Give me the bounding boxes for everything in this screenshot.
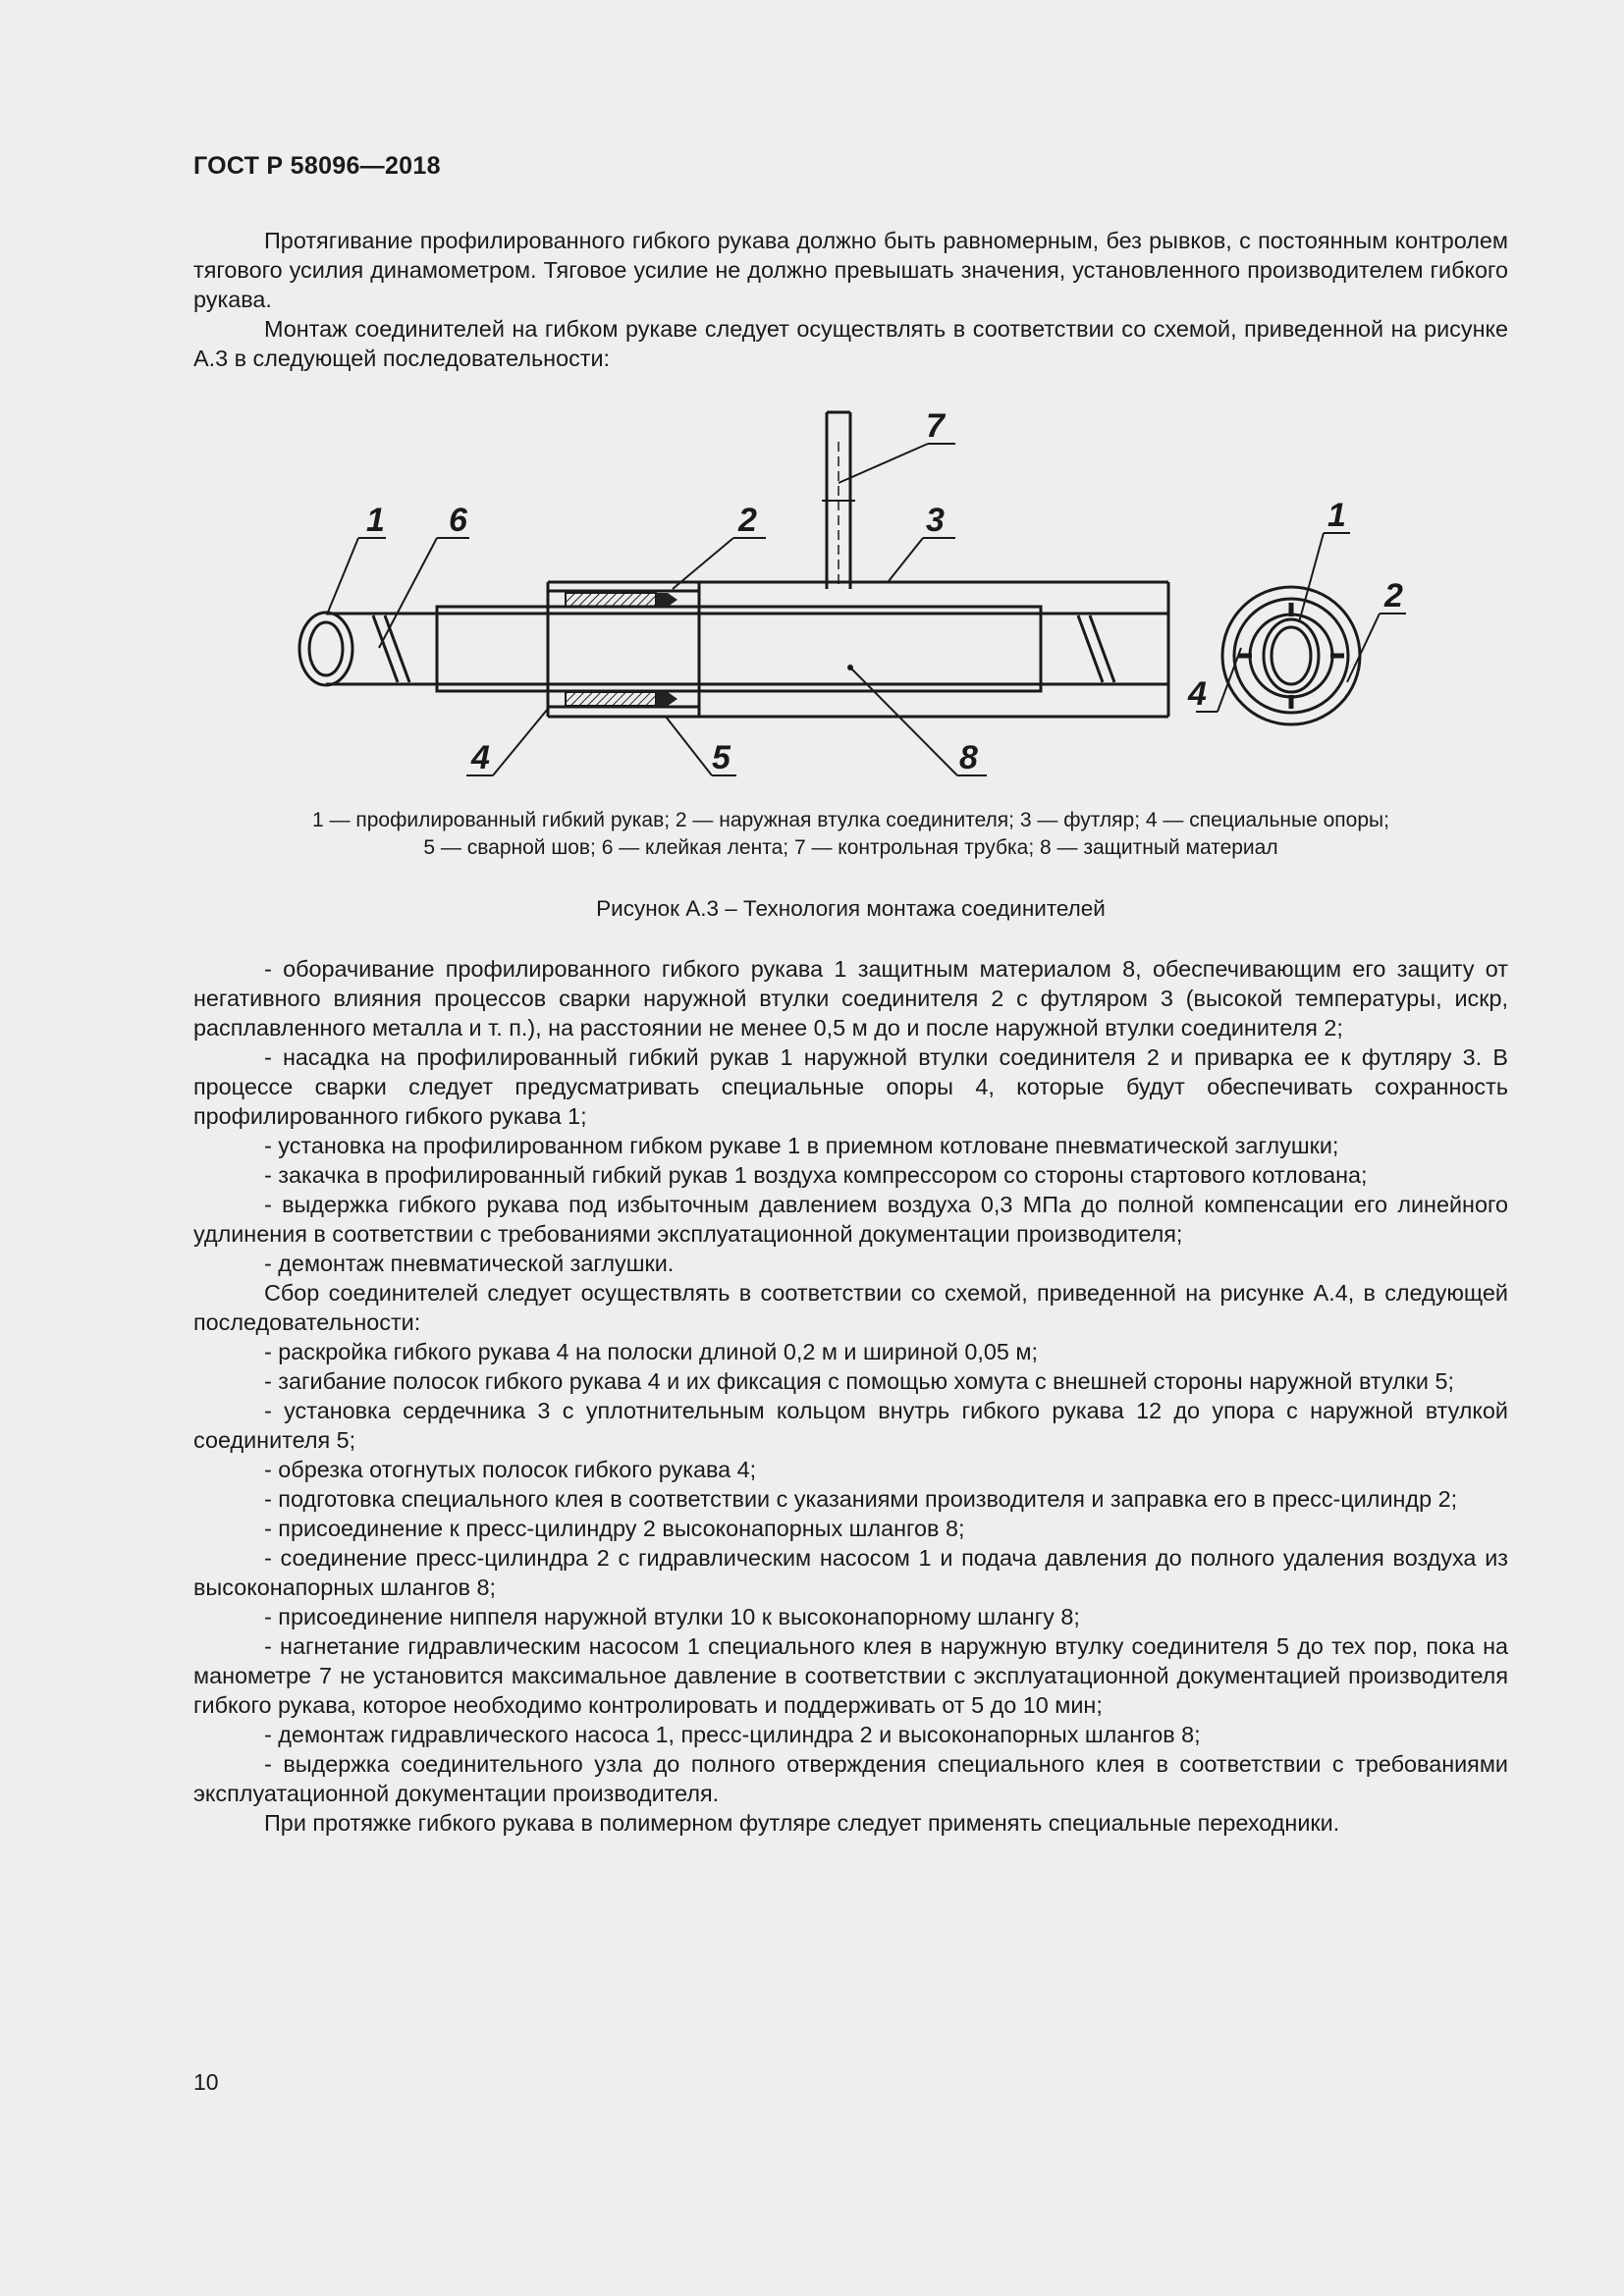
figure-label: 2 [1384,577,1403,614]
body-paragraph: - демонтаж пневматической заглушки. [264,1251,675,1276]
body-paragraph: - раскройка гибкого рукава 4 на полоски длиной 0,2 м и шириной 0,05 м; [264,1339,1038,1364]
body-paragraph: - нагнетание гидравлическим насосом 1 специального клея в наружную втулку соединителя 5 до тех пор, пока на манометре 7 не установится максимальное давление в соответствии с эксплуатационной документацией производителя гибкого рукава, которое необходимо контролировать и поддерживать от 5 до 10 мин; [193,1633,1508,1718]
intro-paragraph: Монтаж соединителей на гибком рукаве следует осуществлять в соответствии со схемой, приведенной на рисунке А.3 в следующей последовательности: [193,316,1508,371]
figure-label: 8 [959,739,978,776]
body-paragraph: - насадка на профилированный гибкий рукав 1 наружной втулки соединителя 2 и приварка ее к футляру 3. В процессе сварки следует предусматривать специальные опоры 4, которые будут обеспечивать сохранность профилированного гибкого рукава 1; [193,1044,1508,1129]
body-paragraph: - присоединение к пресс-цилиндру 2 высоконапорных шлангов 8; [264,1516,965,1541]
body-paragraph: - выдержка гибкого рукава под избыточным давлением воздуха 0,3 МПа до полной компенсации его линейного удлинения в соответствии с требованиями эксплуатационной документации производителя; [193,1192,1508,1247]
figure-legend [193,807,1508,862]
figure-caption: Рисунок А.3 – Технология монтажа соединителей [596,896,1106,921]
connector-assembly-drawing [275,393,1453,785]
intro-paragraph: Протягивание профилированного гибкого рукава должно быть равномерным, без рывков, с постоянным контролем тягового усилия динамометром. Тяговое усилие не должно превышать значения, установленного производителем гибкого рукава. [193,228,1508,312]
figure-label: 5 [712,739,731,776]
body-paragraph: - обрезка отогнутых полосок гибкого рукава 4; [264,1457,757,1482]
body-paragraph: - присоединение ниппеля наружной втулки 10 к высоконапорному шлангу 8; [264,1604,1080,1629]
document-header: ГОСТ Р 58096—2018 [193,152,441,180]
figure-label: 1 [366,502,385,539]
page-number: 10 [193,2069,219,2095]
figure-label: 7 [926,407,945,445]
legend-line: 1 — профилированный гибкий рукав; 2 — наружная втулка соединителя; 3 — футляр; 4 — специальные опоры; [312,809,1389,831]
body-paragraph: - соединение пресс-цилиндра 2 с гидравлическим насосом 1 и подача давления до полного удаления воздуха из высоконапорных шлангов 8; [193,1545,1508,1600]
body-paragraph: - установка сердечника 3 с уплотнительным кольцом внутрь гибкого рукава 12 до упора с наружной втулкой соединителя 5; [193,1398,1508,1453]
figure-label: 4 [471,739,490,776]
figure-a3 [275,393,1453,785]
intro-text [193,226,1508,373]
body-paragraph: - демонтаж гидравлического насоса 1, пресс-цилиндра 2 и высоконапорных шлангов 8; [264,1722,1201,1747]
legend-line: 5 — сварной шов; 6 — клейкая лента; 7 — контрольная трубка; 8 — защитный материал [423,836,1278,859]
figure-label: 6 [449,502,467,539]
body-paragraph: - подготовка специального клея в соответствии с указаниями производителя и заправка его в пресс-цилиндр 2; [264,1486,1458,1512]
body-paragraph: - закачка в профилированный гибкий рукав 1 воздуха компрессором со стороны стартового котлована; [264,1162,1368,1188]
body-paragraph: - загибание полосок гибкого рукава 4 и их фиксация с помощью хомута с внешней стороны наружной втулки 5; [264,1368,1454,1394]
body-paragraph: - выдержка соединительного узла до полного отверждения специального клея в соответствии с требованиями эксплуатационной документации производителя. [193,1751,1508,1806]
figure-label: 3 [926,502,945,539]
figure-label: 4 [1188,675,1207,713]
body-paragraph: - оборачивание профилированного гибкого рукава 1 защитным материалом 8, обеспечивающим его защиту от негативного влияния процессов сварки наружной втулки соединителя 2 с футляром 3 (высокой температуры, искр, расплавленного металла и т. п.), на расстоянии не менее 0,5 м до и после наружной втулки соединителя 2; [193,956,1508,1041]
figure-label: 1 [1327,497,1346,534]
body-paragraph: При протяжке гибкого рукава в полимерном футляре следует применять специальные переходники. [264,1810,1340,1836]
body-paragraph: Сбор соединителей следует осуществлять в соответствии со схемой, приведенной на рисунке А.4, в следующей последовательности: [193,1280,1508,1335]
body-paragraph: - установка на профилированном гибком рукаве 1 в приемном котловане пневматической заглушки; [264,1133,1339,1158]
figure-label: 2 [738,502,757,539]
body-text [193,954,1508,1838]
